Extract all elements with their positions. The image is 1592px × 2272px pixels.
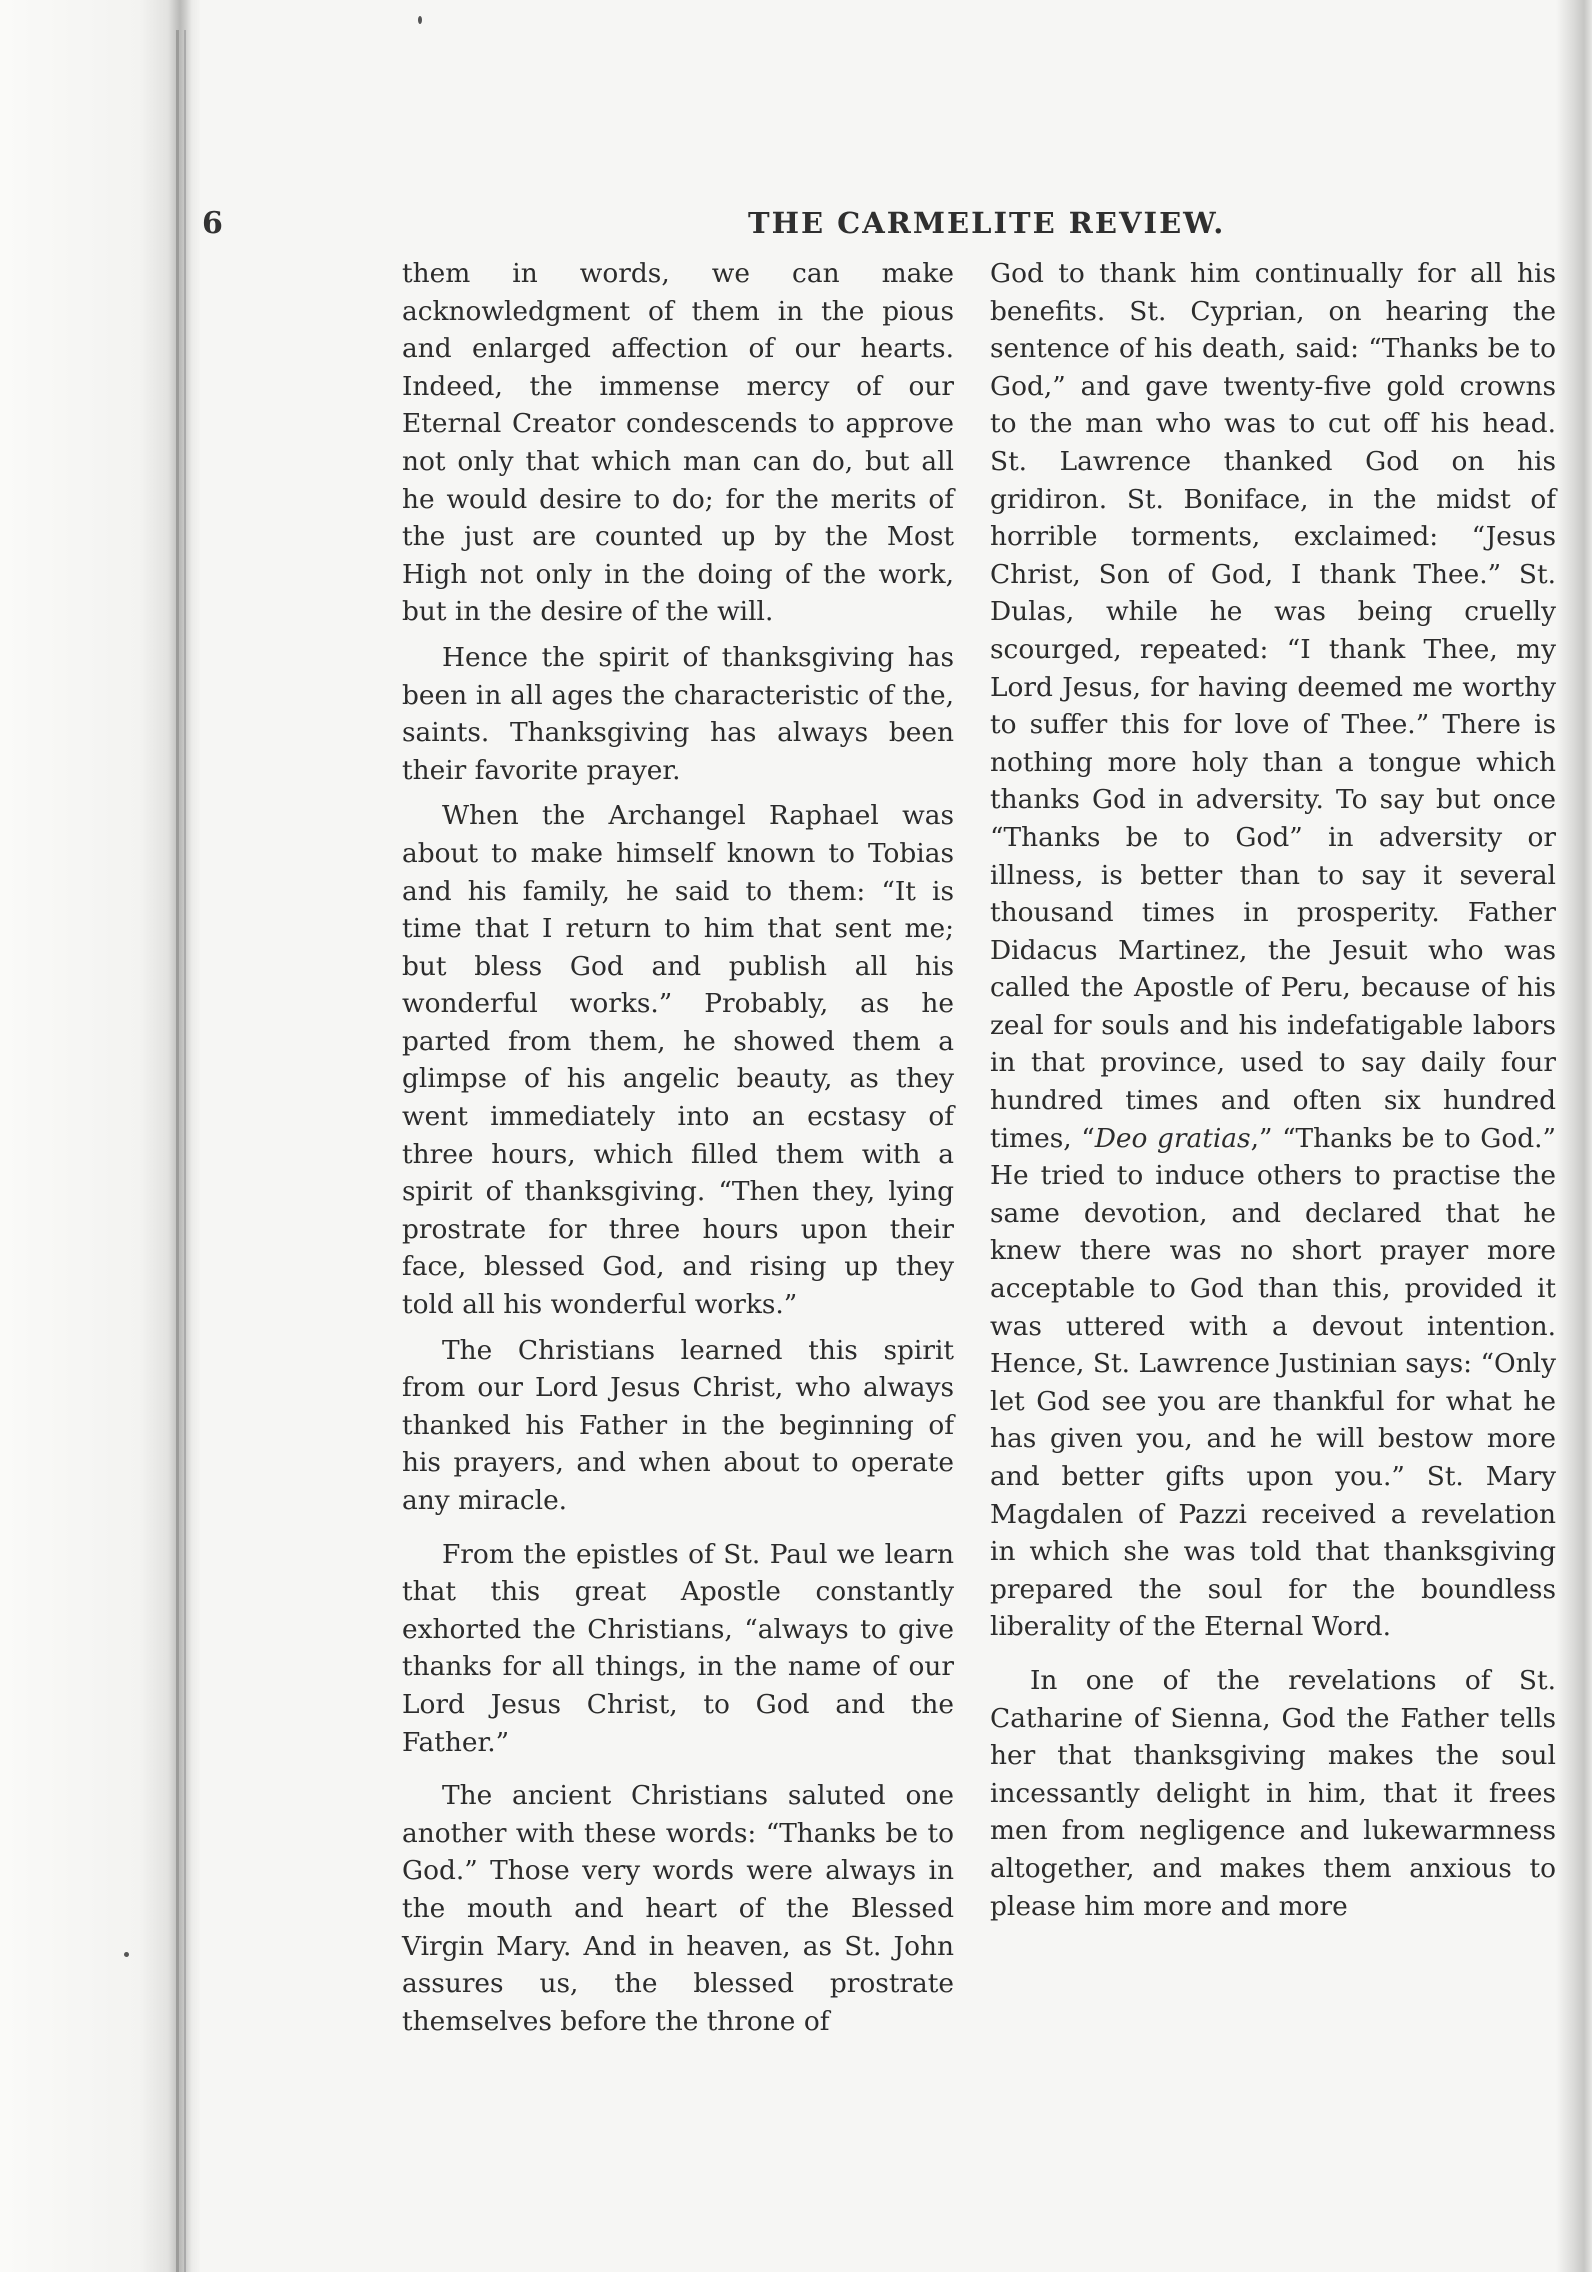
- paragraph: From the epistles of St. Paul we learn that this great Apostle constantly exhorted the Christians, “always to give thanks for all things, in the name of our Lord Jesus Christ, to God and the Father.”: [402, 1538, 954, 1758]
- paragraph: [990, 255, 1556, 1646]
- latin-phrase: Deo gratias: [1094, 1122, 1251, 1154]
- paragraph: The ancient Christians saluted one another with these words: “Thanks be to God.” Those very words were always in the mouth and heart of the Blessed Virgin Mary. And in heaven, as St. John assures us, the blessed prostrate themselves before the throne of: [402, 1780, 954, 2037]
- right-text-column: [990, 255, 1556, 1933]
- paragraph: When the Archangel Raphael was about to make himself known to Tobias and his family, he said to them: “It is time that I return to him that sent me; but bless God and publish all his wonderful works.” Probably, as he parted from them, he showed them a glimpse of his angelic beauty, as they went immediately into an ecstasy of three hours, which filled them with a spirit of thanksgiving. “Then they, lying prostrate for three hours upon their face, blessed God, and rising up they told all his wonderful works.”: [402, 800, 954, 1321]
- paragraph: them in words, we can make acknowledgment of them in the pious and enlarged affection of our hearts. Indeed, the immense mercy of our Eternal Creator condescends to approve not only that which man can do, but all he would desire to do; for the merits of the just are counted up by the Most High not only in the doing of the work, but in the desire of the will.: [402, 258, 954, 628]
- left-text-column: [402, 255, 954, 2048]
- paragraph: The Christians learned this spirit from our Lord Jesus Christ, who always thanked his Father in the beginning of his prayers, and when about to operate any miracle.: [402, 1334, 954, 1516]
- paragraph-text: ,” “Thanks be to God.” He tried to induce others to practise the same devotion, and declared that he knew there was no short prayer more acceptable to God than this, provided it was uttered with a devout intention. Hence, St. Lawrence Justinian says: “Only let God see you are thankful for what he has given you, and he will bestow more and better gifts upon you.” St. Mary Magdalen of Pazzi received a revelation in which she was told that thanksgiving prepared the soul for the boundless liberality of the Eternal Word.: [990, 1122, 1556, 1643]
- paragraph: In one of the revelations of St. Catharine of Sienna, God the Father tells her that thanksgiving makes the soul incessantly delight in him, that it frees men from negligence and lukewarmness altogether, and makes them anxious to please him more and more: [990, 1664, 1556, 1922]
- page-number: 6: [202, 206, 223, 241]
- binding-fold-line-inner: [184, 30, 186, 2272]
- journal-title: THE CARMELITE REVIEW.: [748, 206, 1226, 240]
- scan-speck: [418, 16, 422, 24]
- paragraph-text: God to thank him continually for all his benefits. St. Cyprian, on hearing the sentence of his death, said: “Thanks be to God,” and gave twenty-five gold crowns to the man who was to cut off his head. St. Lawrence thanked God on his gridiron. St. Boniface, in the midst of horrible torments, exclaimed: “Jesus Christ, Son of God, I thank Thee.” St. Dulas, while he was being cruelly scourged, repeated: “I thank Thee, my Lord Jesus, for having deemed me worthy to suffer this for love of Thee.” There is nothing more holy than a tongue which thanks God in adversity. To say but once “Thanks be to God” in adversity or illness, is better than to say it several thousand times in prosperity. Father Didacus Martinez, the Jesuit who was called the Apostle of Peru, because of his zeal for souls and his indefatigable labors in that province, used to say daily four hundred times and often six hundred times, “: [990, 258, 1556, 1154]
- page-right-edge-shadow: [1556, 0, 1592, 2272]
- running-header: [202, 206, 1560, 246]
- scan-speck: [124, 1952, 129, 1957]
- page-binding-shadow: [0, 0, 200, 2272]
- paragraph: Hence the spirit of thanksgiving has been in all ages the characteristic of the, saints. Thanksgiving has always been their favorite prayer.: [402, 641, 954, 786]
- binding-fold-line: [176, 30, 179, 2272]
